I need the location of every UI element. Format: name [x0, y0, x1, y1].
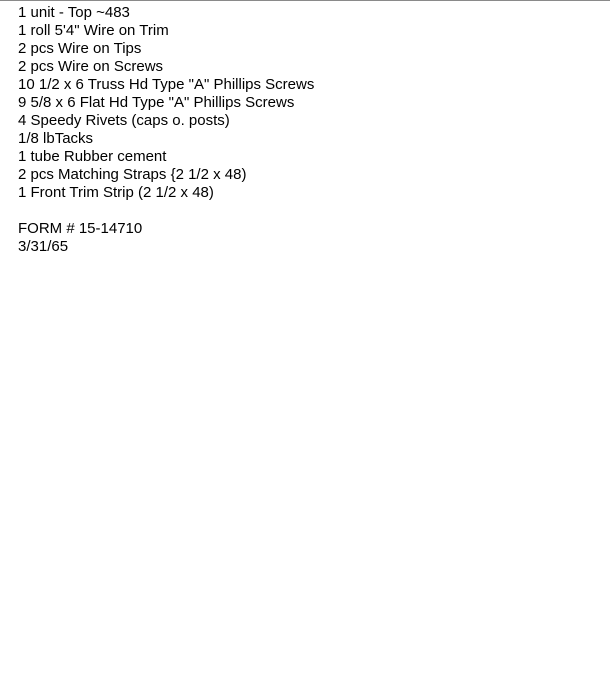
list-item: 1 roll 5'4" Wire on Trim [18, 22, 169, 39]
list-item: 1 Front Trim Strip (2 1/2 x 48) [18, 184, 214, 201]
list-item: 1/8 lbTacks [18, 130, 94, 147]
top-border-line [0, 0, 610, 1]
list-item: 1 tube Rubber cement [18, 148, 167, 165]
form-date: 3/31/65 [18, 238, 69, 255]
list-item: 10 1/2 x 6 Truss Hd Type "A" Phillips Screws [18, 76, 315, 93]
parts-list-document [18, 4, 314, 256]
list-item: 2 pcs Wire on Tips [18, 40, 142, 57]
list-item: 4 Speedy Rivets (caps o. posts) [18, 112, 230, 129]
list-item: 2 pcs Matching Straps {2 1/2 x 48) [18, 166, 247, 183]
list-item: 2 pcs Wire on Screws [18, 58, 164, 75]
form-number: FORM # 15-14710 [18, 220, 143, 237]
blank-line [18, 202, 314, 220]
list-item: 1 unit - Top ~483 [18, 4, 130, 21]
list-item: 9 5/8 x 6 Flat Hd Type "A" Phillips Screws [18, 94, 295, 111]
